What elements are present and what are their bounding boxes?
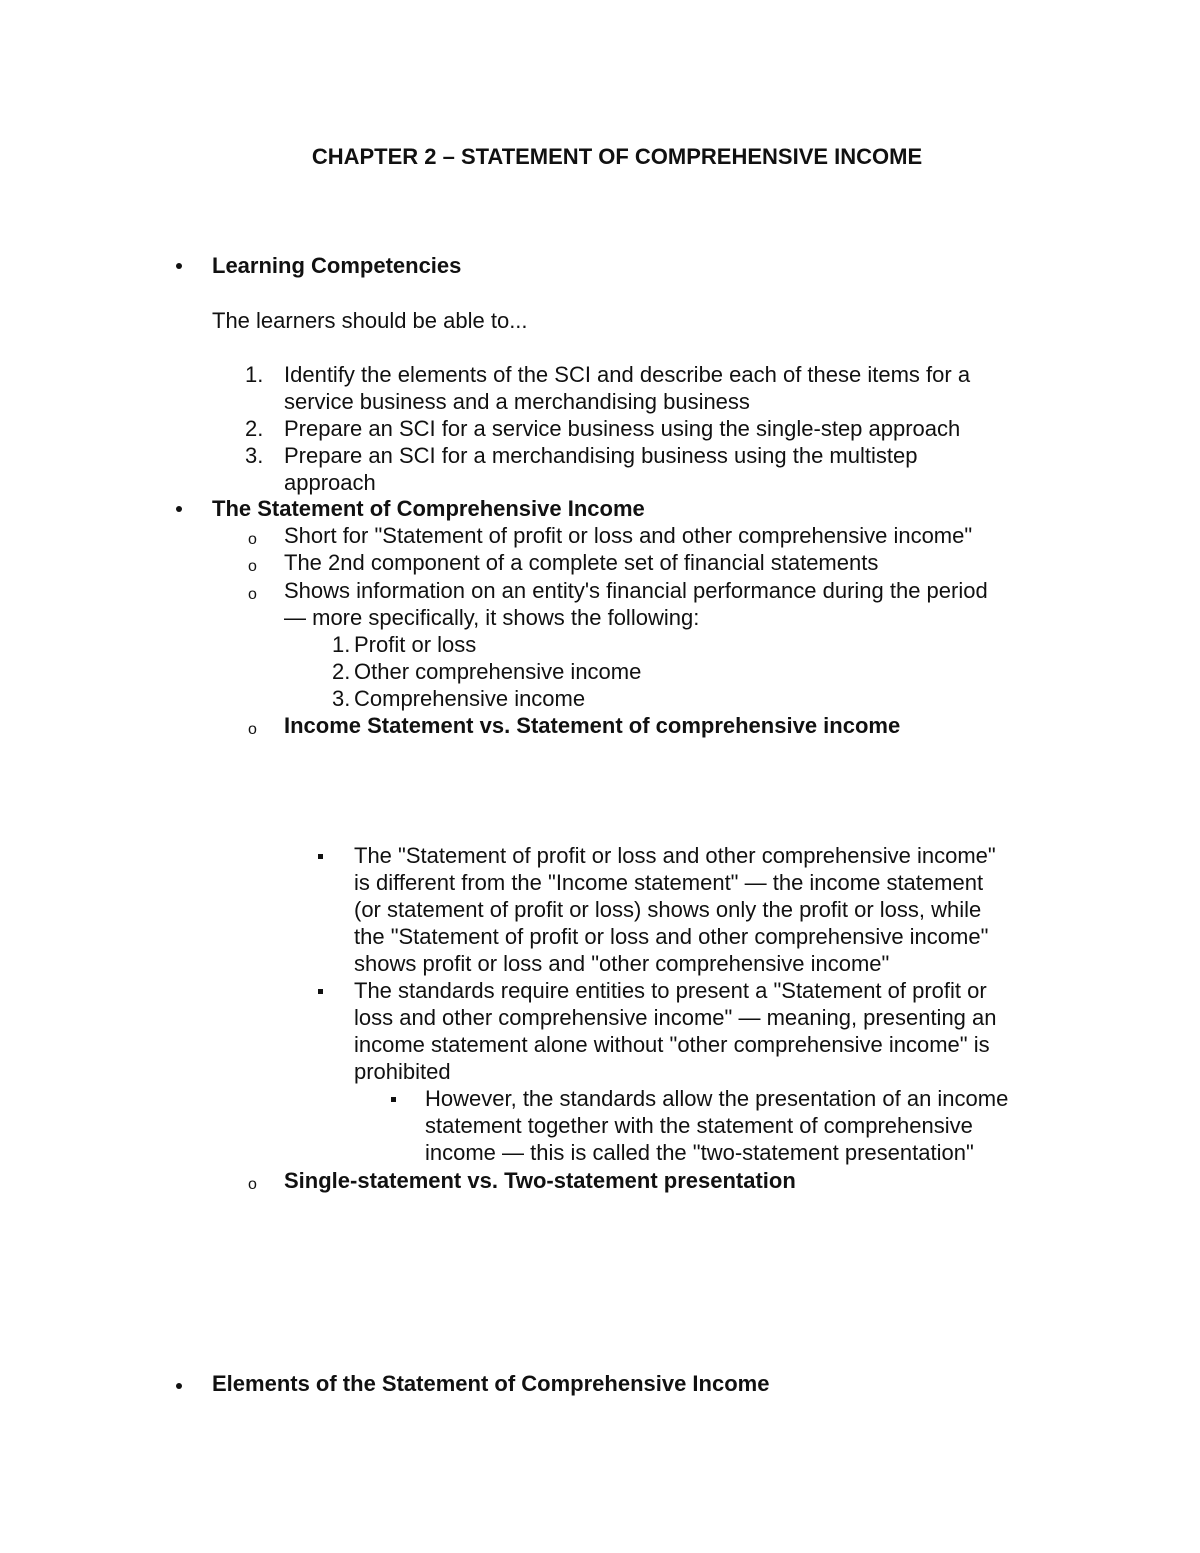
list-number: 2. [245, 416, 264, 441]
square-bullet-icon [391, 1097, 396, 1102]
learning-intro: The learners should be able to... [212, 308, 528, 333]
page-title: CHAPTER 2 – STATEMENT OF COMPREHENSIVE INCOME [311, 144, 923, 169]
list-item-line: Comprehensive income [354, 686, 586, 711]
list-item-line: Prepare an SCI for a service business using the single-step approach [284, 416, 961, 441]
paragraph-line: is different from the "Income statement" — the income statement [354, 870, 984, 895]
section-heading-elements: Elements of the Statement of Comprehensive Income [212, 1371, 770, 1396]
square-bullet-icon [318, 854, 323, 859]
subsection-heading-single-two: Single-statement vs. Two-statement presentation [284, 1168, 796, 1193]
list-item-line: approach [284, 470, 376, 495]
list-item-line: Prepare an SCI for a merchandising business using the multistep [284, 443, 918, 468]
circle-bullet-icon: o [248, 531, 257, 548]
subsection-heading-vs: Income Statement vs. Statement of comprehensive income [284, 713, 901, 738]
list-item-line: The 2nd component of a complete set of financial statements [284, 550, 879, 575]
bullet-dot [176, 1383, 182, 1389]
paragraph-line: loss and other comprehensive income" — meaning, presenting an [354, 1005, 997, 1030]
list-number: 1. [245, 362, 264, 387]
list-item-line: Short for "Statement of profit or loss and other comprehensive income" [284, 523, 973, 548]
circle-bullet-icon: o [248, 721, 257, 738]
list-item-line: service business and a merchandising business [284, 389, 750, 414]
square-bullet-icon [318, 989, 323, 994]
paragraph-line: The "Statement of profit or loss and other comprehensive income" [354, 843, 996, 868]
bullet-dot [176, 263, 182, 269]
paragraph-line: income statement alone without "other comprehensive income" is [354, 1032, 990, 1057]
bullet-dot [176, 506, 182, 512]
paragraph-line: the "Statement of profit or loss and other comprehensive income" [354, 924, 989, 949]
list-number: 2. [332, 659, 351, 684]
list-number: 1. [332, 632, 351, 657]
circle-bullet-icon: o [248, 558, 257, 575]
list-item-line: Identify the elements of the SCI and describe each of these items for a [284, 362, 971, 387]
list-number: 3. [245, 443, 264, 468]
section-heading-sci: The Statement of Comprehensive Income [212, 496, 645, 521]
paragraph-line: income — this is called the "two-statement presentation" [425, 1140, 974, 1165]
circle-bullet-icon: o [248, 1176, 257, 1193]
paragraph-line: However, the standards allow the presentation of an income [425, 1086, 1009, 1111]
list-number: 3. [332, 686, 351, 711]
list-item-line: Profit or loss [354, 632, 477, 657]
paragraph-line: prohibited [354, 1059, 451, 1084]
circle-bullet-icon: o [248, 586, 257, 603]
list-item-line: — more specifically, it shows the following: [284, 605, 700, 630]
paragraph-line: (or statement of profit or loss) shows only the profit or loss, while [354, 897, 982, 922]
paragraph-line: statement together with the statement of comprehensive [425, 1113, 973, 1138]
section-heading-learning: Learning Competencies [212, 253, 462, 278]
list-item-line: Shows information on an entity's financial performance during the period [284, 578, 988, 603]
list-item-line: Other comprehensive income [354, 659, 642, 684]
paragraph-line: shows profit or loss and "other comprehensive income" [354, 951, 890, 976]
paragraph-line: The standards require entities to present a "Statement of profit or [354, 978, 987, 1003]
